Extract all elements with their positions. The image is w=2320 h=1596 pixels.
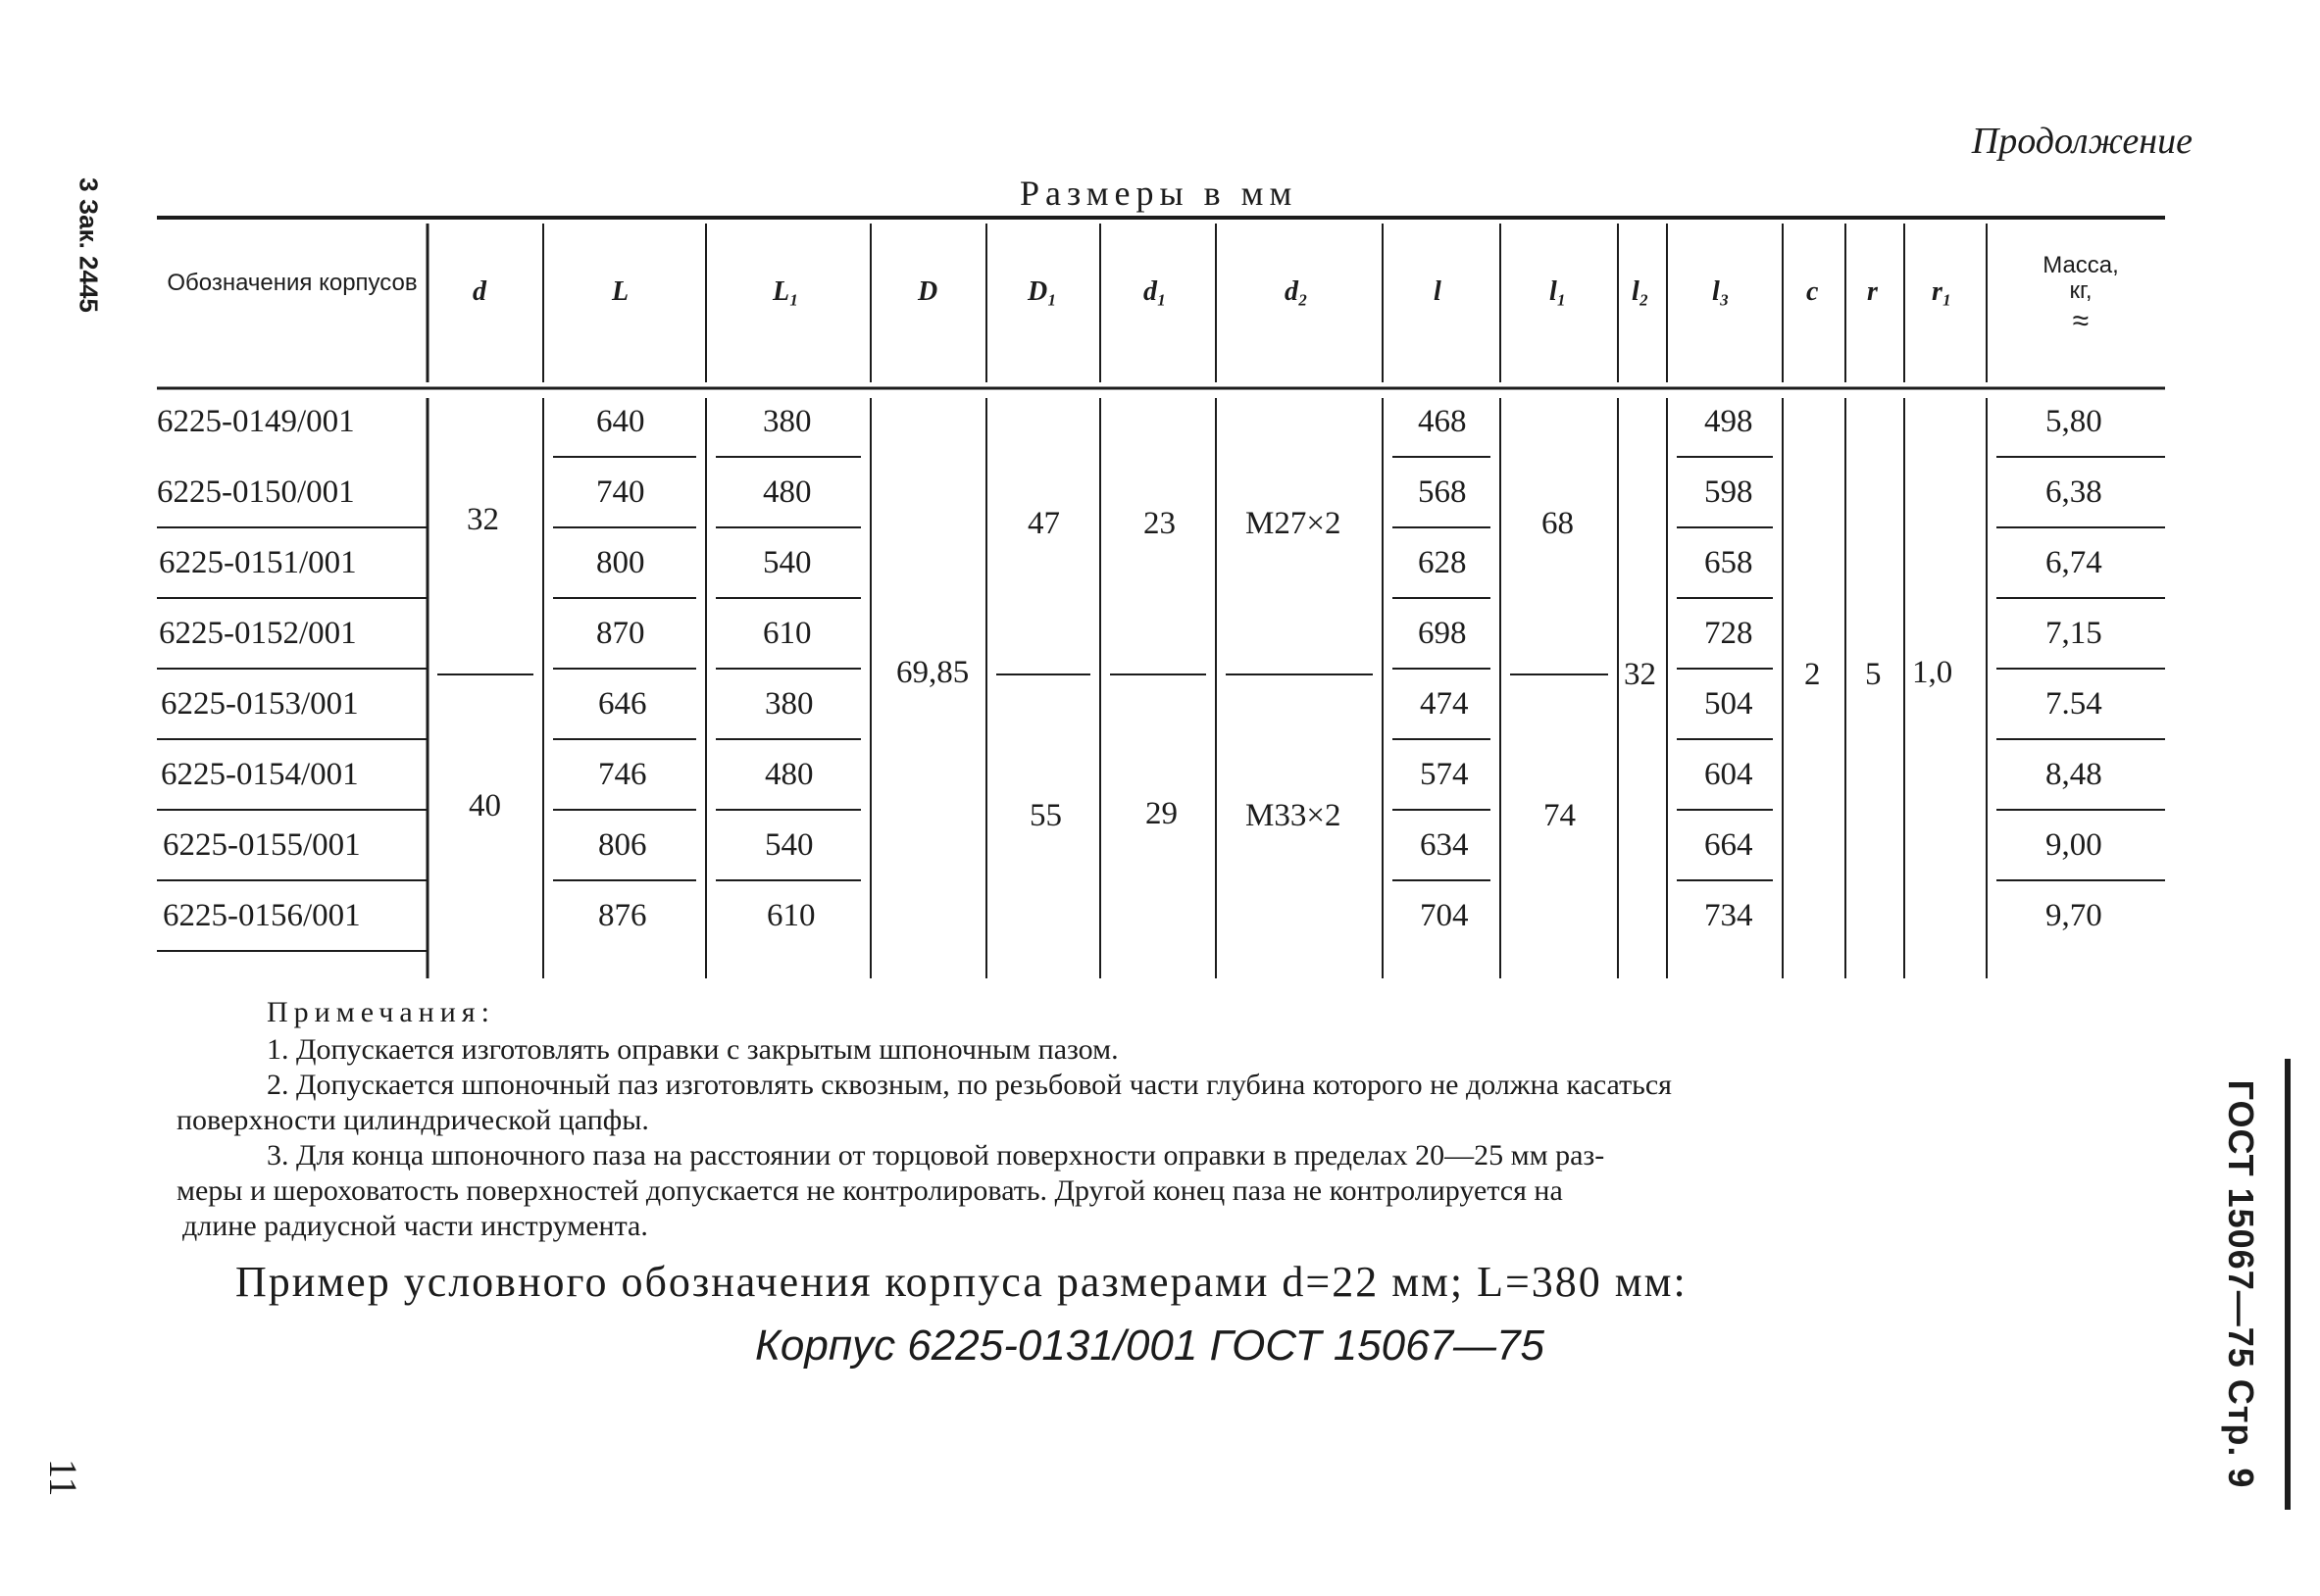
cell-d1-group-bottom: 29	[1145, 796, 1178, 831]
header-l2: l₂	[1632, 276, 1649, 307]
dimensions-table	[157, 216, 2165, 986]
continuation-label: Продолжение	[1971, 121, 2193, 162]
header-designation: Обозначения корпусов	[167, 270, 418, 296]
header-d2: d₂	[1285, 276, 1308, 307]
cell-mass: 7,15	[2045, 616, 2102, 651]
header-D: D	[918, 276, 938, 307]
header-mass-line3: ≈	[2072, 304, 2090, 337]
cell-l3: 498	[1704, 404, 1753, 439]
cell-L: 740	[596, 474, 645, 510]
table-row-designation: 6225-0152/001	[159, 616, 357, 651]
header-mass-line2: кг,	[2069, 277, 2093, 305]
cell-L1: 380	[765, 686, 814, 722]
cell-l3: 504	[1704, 686, 1753, 722]
table-row-designation: 6225-0155/001	[163, 827, 361, 863]
header-d: d	[473, 276, 486, 307]
cell-mass: 9,00	[2045, 827, 2102, 863]
cell-l2-merged: 32	[1624, 657, 1656, 692]
cell-L1: 480	[763, 474, 812, 510]
cell-mass: 8,48	[2045, 757, 2102, 792]
cell-l: 574	[1420, 757, 1469, 792]
table-row-designation: 6225-0150/001	[157, 474, 355, 510]
cell-L: 800	[596, 545, 645, 580]
cell-mass: 6,74	[2045, 545, 2102, 580]
cell-L: 640	[596, 404, 645, 439]
cell-mass: 9,70	[2045, 898, 2102, 933]
cell-l: 698	[1418, 616, 1467, 651]
cell-L1: 610	[763, 616, 812, 651]
note-3-line-3: длине радиусной части инструмента.	[182, 1210, 648, 1242]
note-3-line-2: меры и шероховатость поверхностей допускается не контролировать. Другой конец паза не контролируется на	[177, 1174, 1563, 1207]
header-l3: l₃	[1712, 276, 1730, 307]
cell-l: 628	[1418, 545, 1467, 580]
cell-l3: 728	[1704, 616, 1753, 651]
header-l1: l₁	[1549, 276, 1567, 307]
header-d1: d₁	[1143, 276, 1167, 307]
cell-L: 806	[598, 827, 647, 863]
table-row-designation: 6225-0154/001	[161, 757, 359, 792]
folio-number: 11	[41, 1459, 85, 1497]
cell-d2-group-bottom: M33×2	[1245, 798, 1341, 833]
note-2-line-2: поверхности цилиндрической цапфы.	[177, 1104, 649, 1136]
header-mass-line1: Масса,	[2043, 252, 2119, 278]
cell-l: 704	[1420, 898, 1469, 933]
order-number: 3 Зак. 2445	[74, 177, 104, 313]
example-designation: Корпус 6225-0131/001 ГОСТ 15067—75	[755, 1322, 1544, 1370]
header-D1: D₁	[1028, 276, 1057, 307]
units-caption: Размеры в мм	[1020, 174, 1298, 213]
gost-side-label	[2196, 1059, 2291, 1510]
cell-D1-group-top: 47	[1028, 506, 1060, 541]
note-2-line-1: 2. Допускается шпоночный паз изготовлять сквозным, по резьбовой части глубина которого не должна касаться	[267, 1069, 1672, 1101]
cell-r1-merged: 1,0	[1912, 655, 1953, 690]
example-text: Пример условного обозначения корпуса размерами d=22 мм; L=380 мм:	[235, 1258, 1688, 1306]
cell-mass: 5,80	[2045, 404, 2102, 439]
note-3-line-1: 3. Для конца шпоночного паза на расстоянии от торцовой поверхности оправки в пределах 20—25 мм раз-	[267, 1139, 1605, 1172]
cell-L1: 540	[763, 545, 812, 580]
cell-mass: 7.54	[2045, 686, 2102, 722]
cell-d1-group-top: 23	[1143, 506, 1176, 541]
cell-L: 876	[598, 898, 647, 933]
cell-mass: 6,38	[2045, 474, 2102, 510]
cell-L1: 480	[765, 757, 814, 792]
cell-c-merged: 2	[1804, 657, 1821, 692]
cell-l3: 664	[1704, 827, 1753, 863]
header-L1: L₁	[773, 276, 799, 307]
cell-L1: 540	[765, 827, 814, 863]
cell-l3: 604	[1704, 757, 1753, 792]
cell-l3: 658	[1704, 545, 1753, 580]
table-row-designation: 6225-0153/001	[161, 686, 359, 722]
header-r1: r₁	[1932, 276, 1952, 307]
cell-l: 634	[1420, 827, 1469, 863]
cell-L1: 610	[767, 898, 816, 933]
cell-L: 646	[598, 686, 647, 722]
cell-d-group-top: 32	[467, 502, 499, 537]
cell-l1-group-top: 68	[1541, 506, 1574, 541]
cell-l: 568	[1418, 474, 1467, 510]
cell-d2-group-top: M27×2	[1245, 506, 1341, 541]
table-row-designation: 6225-0151/001	[159, 545, 357, 580]
cell-r-merged: 5	[1865, 657, 1882, 692]
table-row-designation: 6225-0156/001	[163, 898, 361, 933]
cell-l: 468	[1418, 404, 1467, 439]
cell-l1-group-bottom: 74	[1543, 798, 1576, 833]
header-mass	[2000, 253, 2161, 337]
header-r: r	[1867, 276, 1878, 307]
header-l: l	[1434, 276, 1441, 307]
table-row-designation: 6225-0149/001	[157, 404, 355, 439]
cell-l3: 598	[1704, 474, 1753, 510]
notes-title: Примечания:	[267, 996, 495, 1028]
cell-l: 474	[1420, 686, 1469, 722]
cell-l3: 734	[1704, 898, 1753, 933]
cell-L: 870	[596, 616, 645, 651]
cell-L1: 380	[763, 404, 812, 439]
cell-d-group-bottom: 40	[469, 788, 501, 823]
cell-L: 746	[598, 757, 647, 792]
cell-D-merged: 69,85	[896, 655, 970, 690]
note-1: 1. Допускается изготовлять оправки с закрытым шпоночным пазом.	[267, 1033, 1119, 1066]
cell-D1-group-bottom: 55	[1030, 798, 1062, 833]
gost-page-ref: ГОСТ 15067—75 Стр. 9	[2221, 1079, 2261, 1489]
left-margin-note	[59, 118, 118, 373]
header-L: L	[612, 276, 630, 307]
table-grid	[157, 216, 2165, 986]
header-c: c	[1806, 276, 1819, 307]
